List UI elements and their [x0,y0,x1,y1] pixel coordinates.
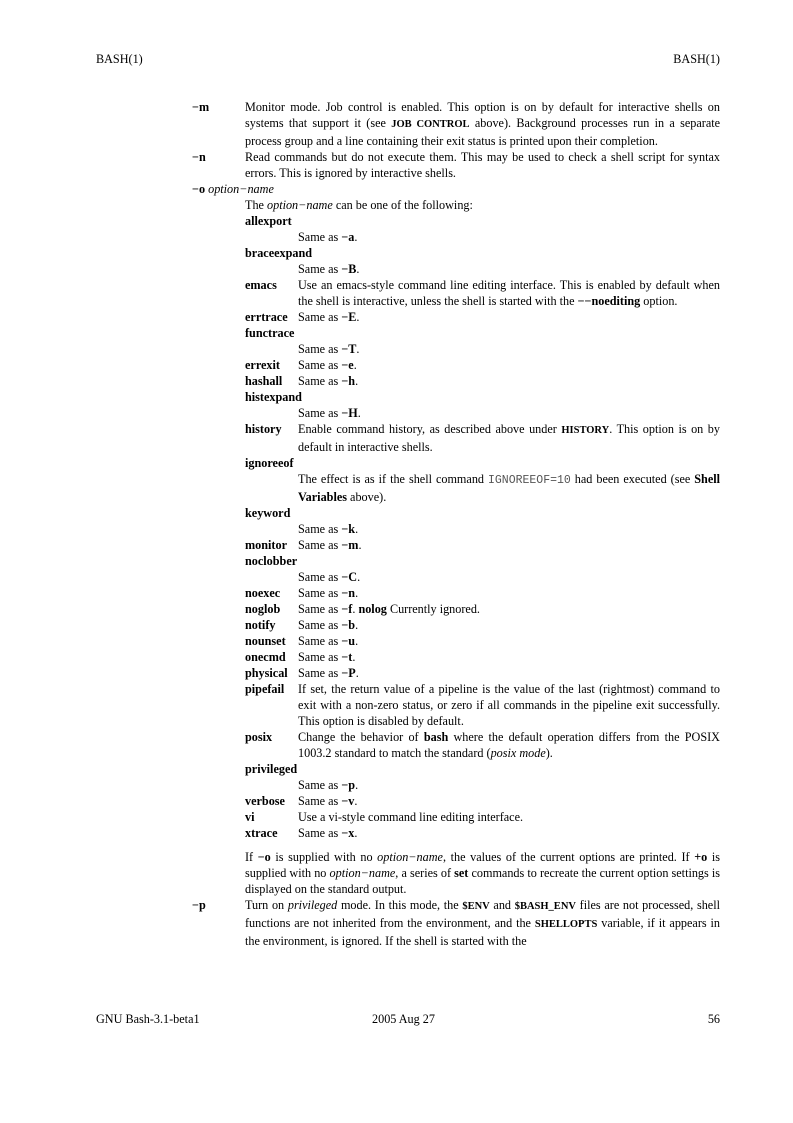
header-right: BASH(1) [673,52,720,66]
sub-errexit: errexit Same as −e. [245,358,357,372]
sub-noexec: noexec Same as −n. [245,586,359,600]
sub-onecmd: onecmd Same as −t. [245,650,356,664]
sub-verbose: verbose Same as −v. [245,794,358,808]
option-n-description: Read commands but do not execute them. This may be used to check a shell script for syntax errors. This is ignored by interactive shells. [245,150,720,180]
sub-noclobber: noclobber Same as −C. [245,554,361,584]
sub-privileged: privileged Same as −p. [245,762,359,792]
sub-emacs: emacs Use an emacs-style command line editing interface. This is enabled by default when the shell is interactive, unless the shell is started with the −−noediting option. [245,278,720,308]
footer-left: GNU Bash-3.1-beta1 [96,1012,200,1026]
option-m-description: Monitor mode. Job control is enabled. This option is on by default for interactive shells on systems that support it (see JOB CONTROL above). Background processes run in a separate process group and a line containing their exit status is printed upon their completion. [245,100,721,148]
sub-monitor: monitor Same as −m. [245,538,362,552]
option-p-description: Turn on privileged mode. In this mode, the $ENV and $BASH_ENV files are not processed, shell functions are not inherited from the environment, and the SHELLOPTS variable, if it appears in the environment, is ignored. If the shell is started with the [245,898,720,948]
sub-nounset: nounset Same as −u. [245,634,359,648]
sub-vi: vi Use a vi-style command line editing interface. [245,810,524,824]
option-m [192,99,720,149]
sub-xtrace: xtrace Same as −x. [245,826,358,840]
sub-ignoreeof: ignoreeof The effect is as if the shell command IGNOREEOF=10 had been executed (see Shell Variables above). [245,456,721,504]
sub-posix: posix Change the behavior of bash where the default operation differs from the POSIX 1003.2 standard to match the standard (posix mode). [245,730,720,760]
sub-histexpand: histexpand Same as −H. [245,390,361,420]
option-o-intro: The option−name can be one of the following: [245,198,473,212]
sub-physical: physical Same as −P. [245,666,359,680]
footer-right: 56 [707,1012,720,1026]
sub-keyword: keyword Same as −k. [245,506,359,536]
option-o-flag: −o option−name [192,182,274,196]
sub-pipefail: pipefail If set, the return value of a pipeline is the value of the last (rightmost) command to exit with a non-zero status, or zero if all commands in the pipeline exit successfully. This option is disabled by default. [245,682,720,728]
option-p-flag: −p [192,898,206,912]
footer-center: 2005 Aug 27 [372,1012,435,1026]
sub-braceexpand: braceexpand Same as −B. [245,246,360,276]
option-p [192,897,720,949]
option-n [192,149,720,181]
sub-hashall: hashall Same as −h. [245,374,359,388]
option-m-flag: −m [192,100,210,114]
sub-noglob: noglob Same as −f. nolog Currently ignored. [245,602,480,616]
option-o-list [245,213,720,841]
option-n-flag: −n [192,150,206,164]
sub-notify: notify Same as −b. [245,618,359,632]
option-o [192,181,720,897]
sub-errtrace: errtrace Same as −E. [245,310,360,324]
header-left: BASH(1) [96,52,143,66]
man-page-content [192,99,720,949]
sub-history: history Enable command history, as described above under HISTORY. This option is on by default in interactive shells. [245,422,720,454]
sub-allexport: allexport Same as −a. [245,214,358,244]
sub-functrace: functrace Same as −T. [245,326,360,356]
option-o-tail: If −o is supplied with no option−name, the values of the current options are printed. If +o is supplied with no option−name, a series of set commands to recreate the current option settings is displayed on the standard output. [245,850,721,896]
